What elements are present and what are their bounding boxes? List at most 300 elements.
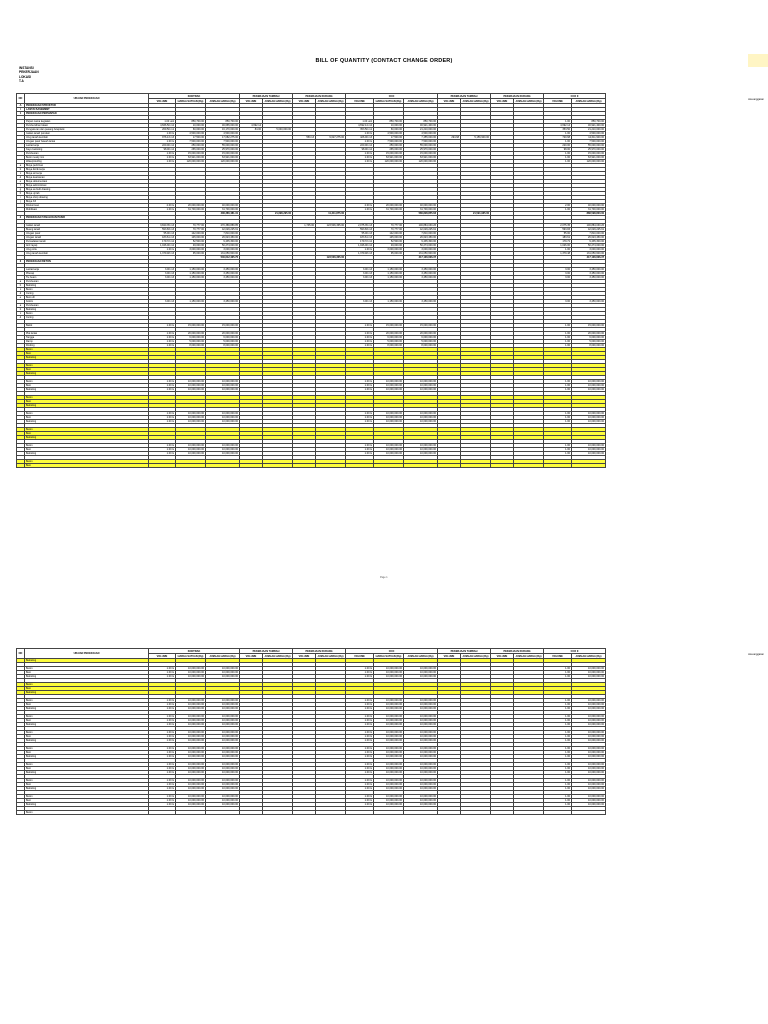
cell-value: 10,000,000.00: [206, 380, 240, 384]
cell-value: [316, 464, 346, 468]
cell-value: 1.00 ls: [149, 795, 176, 799]
cell-value: 10,000,000.00: [374, 388, 404, 392]
cell-value: 8,000,000.00: [374, 344, 404, 348]
header-group: PEKERJAAN KURANG: [491, 649, 544, 654]
cell-value: 10,000,000.00: [572, 707, 606, 711]
cell-value: 1,150,000.00: [176, 268, 206, 272]
cell-value: 10,000,000.00: [176, 388, 206, 392]
side-note: sisa anggaran: [748, 653, 764, 656]
cell-value: 6,000,000.00: [404, 336, 438, 340]
cell-value: 10,000,000.00: [176, 384, 206, 388]
cell-value: 10,000,000.00: [572, 799, 606, 803]
meta-ta: T.A: [19, 78, 24, 83]
cell-value: 1.00 ls: [346, 416, 374, 420]
cell-value: 1.00 ls: [346, 324, 374, 328]
cell-value: 10,000,000.00: [374, 763, 404, 767]
cell-value: 10,000,000.00: [404, 667, 438, 671]
cell-value: 10,000,000.00: [572, 384, 606, 388]
cell-value: 1,150,000.00: [374, 268, 404, 272]
cell-value: 3,000,000.00: [176, 248, 206, 252]
cell-description: Besi: [25, 432, 149, 436]
header-sub: VOLUME: [346, 654, 374, 659]
cell-value: 10,000,000.00: [206, 671, 240, 675]
cell-value: 2,075.35: [544, 224, 572, 228]
cell-description: Pembersihan lokasi: [25, 124, 149, 128]
cell-value: 1.00 ls: [149, 767, 176, 771]
cell-no: b: [17, 284, 25, 288]
cell-value: 20,000,000.00: [572, 332, 606, 336]
cell-no: d: [17, 316, 25, 320]
cell-description: Beton: [25, 715, 149, 719]
cell-value: 1,150,000.00: [374, 300, 404, 304]
cell-value: 593.83: [544, 228, 572, 232]
cell-value: 10,000,000.00: [374, 703, 404, 707]
cell-description: Ramp: [25, 340, 149, 344]
header-sub: VOLUME: [346, 99, 374, 104]
cell-value: 250,000.00: [374, 144, 404, 148]
cell-value: 145,000.00: [176, 236, 206, 240]
cell-description: Besi: [25, 767, 149, 771]
cell-value: [438, 811, 461, 815]
cell-no: a: [17, 164, 25, 168]
cell-value: 10,000,000.00: [176, 787, 206, 791]
cell-description: Bekisting: [25, 420, 149, 424]
cell-value: 50,274,000.00: [572, 244, 606, 248]
cell-value: 70,777.00: [176, 224, 206, 228]
meta-instansi: INSTANSI: [19, 66, 34, 70]
cell-value: 7,500,000.00: [572, 140, 606, 144]
cell-value: 3,000,000.00: [206, 248, 240, 252]
cell-value: 1.00 ls: [149, 248, 176, 252]
cell-description: Mobilisasi: [25, 208, 149, 212]
cell-value: 1.00 ls: [346, 755, 374, 759]
cell-value: 1.00 ls: [346, 452, 374, 456]
cell-value: 3,000,000.00: [404, 248, 438, 252]
cell-value: 1.00 ls: [346, 703, 374, 707]
cell-description: PEKERJAAN PERSIAPAN: [25, 112, 149, 116]
cell-value: 3.00 m3: [346, 272, 374, 276]
cell-description: Bekisting: [25, 675, 149, 679]
cell-value: 21,698,295.00: [263, 212, 293, 216]
cell-value: 1.00: [544, 763, 572, 767]
cell-no: h: [17, 192, 25, 196]
cell-value: 1.00 ls: [149, 132, 176, 136]
cell-description: Besi: [25, 703, 149, 707]
cell-value: 20,000,000.00: [374, 204, 404, 208]
cell-value: 21,210,000.00: [572, 128, 606, 132]
cell-description: Beton: [25, 348, 149, 352]
cell-value: 10,000,000.00: [176, 735, 206, 739]
header-group: PEKERJAAN KURANG: [491, 94, 544, 99]
cell-value: 3.00 m3: [346, 276, 374, 280]
cell-value: 3.00 m3: [346, 300, 374, 304]
cell-value: 1.00 ls: [149, 208, 176, 212]
cell-description: Bekisting: [25, 404, 149, 408]
cell-value: 20,000,000.00: [374, 332, 404, 336]
cell-value: 10,000,000.00: [206, 747, 240, 751]
cell-value: 10,000,000.00: [374, 384, 404, 388]
cell-description: Tangga: [25, 336, 149, 340]
cell-value: 10,000,000.00: [404, 739, 438, 743]
cell-value: 1.00 ls: [149, 452, 176, 456]
cell-value: 10,000,000.00: [404, 731, 438, 735]
cell-value: [263, 464, 293, 468]
cell-description: Dinding: [25, 344, 149, 348]
cell-value: 720.68: [544, 136, 572, 140]
cell-value: 7,810,000.00: [404, 232, 438, 236]
cell-description: Bekisting: [25, 691, 149, 695]
header-sub: JUMLAH HARGA (Rp): [316, 654, 346, 659]
cell-value: 16,170,000.00: [206, 128, 240, 132]
cell-value: 25,970,000.00: [404, 148, 438, 152]
cell-value: 15,000,000.00: [206, 324, 240, 328]
cell-value: 1.00 ls: [346, 448, 374, 452]
cell-value: 10,000,000.00: [374, 747, 404, 751]
cell-value: 1,379.48 m3: [346, 252, 374, 256]
header-sub: HARGA SATUAN (Rp): [176, 654, 206, 659]
cell-value: 1.00 ls: [149, 751, 176, 755]
cell-value: 10,000,000.00: [206, 444, 240, 448]
cell-description: Beton: [25, 412, 149, 416]
cell-value: 10,000,000.00: [206, 799, 240, 803]
cell-value: 3.00 m3: [149, 268, 176, 272]
cell-value: 46,665,000.00: [206, 124, 240, 128]
cell-description: Beton: [25, 683, 149, 687]
cell-description: Pengukuran dan pasang bowplank: [25, 128, 149, 132]
page-number: Page 1: [380, 576, 388, 579]
header-sub: VOLUME: [438, 654, 461, 659]
cell-value: 10,000,000.00: [206, 412, 240, 416]
cell-value: 120,000,000.00: [572, 160, 606, 164]
header-sub: JUMLAH HARGA (Rp): [461, 654, 491, 659]
cell-value: 10,000,000.00: [206, 719, 240, 723]
cell-no: c: [17, 312, 25, 316]
cell-value: 10,000,000.00: [404, 416, 438, 420]
cell-value: [438, 464, 461, 468]
cell-value: 1.00 ls: [149, 747, 176, 751]
cell-value: 10,000,000.00: [572, 412, 606, 416]
cell-value: 10,000,000.00: [206, 755, 240, 759]
cell-value: 17,500.00: [176, 136, 206, 140]
cell-value: 10,000,000.00: [176, 420, 206, 424]
cell-value: 10,000,000.00: [206, 420, 240, 424]
cell-value: 1.00 ls: [346, 336, 374, 340]
cell-value: [346, 811, 374, 815]
cell-value: 20,000,000.00: [176, 204, 206, 208]
cell-value: 10,000,000.00: [176, 731, 206, 735]
cell-value: 10,000,000.00: [404, 671, 438, 675]
cell-value: 2.00: [544, 204, 572, 208]
cell-value: 1.00: [544, 156, 572, 160]
table-row: [17, 811, 606, 815]
cell-value: 120,000,000.00: [404, 160, 438, 164]
cell-description: Bekisting: [25, 356, 149, 360]
cell-value: 1.00 ls: [346, 675, 374, 679]
cell-value: 20,000,000.00: [206, 332, 240, 336]
cell-description: Beton: [25, 428, 149, 432]
cell-description: Besi: [25, 671, 149, 675]
header-group: CCO: [346, 94, 438, 99]
cell-value: 3,450,000.00: [404, 300, 438, 304]
cell-value: 10,000,000.00: [176, 416, 206, 420]
cell-value: 40,000,000.00: [572, 204, 606, 208]
cell-value: 142,000.00: [176, 232, 206, 236]
cell-value: 49,000.00: [374, 244, 404, 248]
cell-value: 10,000,000.00: [374, 799, 404, 803]
cell-description: Urug tanah kembali: [25, 252, 149, 256]
cell-value: 10,000,000.00: [572, 667, 606, 671]
header-sub: JUMLAH HARGA (Rp): [316, 99, 346, 104]
cell-description: PEKERJAAN BETON: [25, 260, 149, 264]
cell-value: 10,000,000.00: [572, 671, 606, 675]
cell-value: 10,000,000.00: [404, 707, 438, 711]
cell-value: 1.00 ls: [346, 248, 374, 252]
header-sub: VOLUME: [491, 654, 514, 659]
cell-value: 1.00 ls: [346, 140, 374, 144]
header-sub: JUMLAH HARGA (Rp): [514, 99, 544, 104]
cell-description: Biaya listrik kerja: [25, 168, 149, 172]
cell-value: 10,000,000.00: [206, 723, 240, 727]
cell-description: Bekisting: [25, 372, 149, 376]
cell-value: 850,700.00: [374, 120, 404, 124]
cell-value: 1.00 ls: [346, 739, 374, 743]
header-sub: JUMLAH HARGA (Rp): [263, 99, 293, 104]
cell-value: 10,000,000.00: [374, 452, 404, 456]
cell-value: 1.00 ls: [149, 787, 176, 791]
cell-value: 10,000,000.00: [404, 420, 438, 424]
cell-value: 1.00 ls: [346, 787, 374, 791]
header-sub: VOLUME: [293, 654, 316, 659]
cell-value: 10,000,000.00: [176, 795, 206, 799]
header-sub: JUMLAH HARGA (Rp): [206, 654, 240, 659]
cell-value: 63,921,000.00: [206, 156, 240, 160]
cell-value: 10,000,000.00: [404, 799, 438, 803]
cell-description: Bekisting: [25, 803, 149, 807]
cell-value: 1.00 ls: [346, 751, 374, 755]
cell-value: 10,000,000.00: [572, 703, 606, 707]
cell-value: 4,692.14: [240, 124, 263, 128]
cell-value: 1.00: [544, 344, 572, 348]
cell-value: 1.00: [544, 671, 572, 675]
cell-value: 3.00: [544, 276, 572, 280]
cell-description: Bekisting: [25, 755, 149, 759]
cell-description: PEKERJAAN TANAH DAN PASIR: [25, 216, 149, 220]
cell-value: 15,000,000.00: [176, 152, 206, 156]
cell-value: 55.00 m3: [346, 232, 374, 236]
cell-value: 63,921,000.00: [572, 156, 606, 160]
cell-value: 10,000,000.00: [176, 771, 206, 775]
cell-value: 1,026.00: [544, 244, 572, 248]
cell-value: 1.00 ls: [149, 416, 176, 420]
highlight-swatch: [748, 54, 768, 67]
cell-value: 10,000,000.00: [176, 667, 206, 671]
cell-value: 1.00: [544, 208, 572, 212]
cell-value: 4,500,000.00: [206, 132, 240, 136]
cell-value: 15,000,000.00: [404, 324, 438, 328]
cell-value: 6,000,000.00: [374, 336, 404, 340]
cell-value: [491, 464, 514, 468]
cell-value: 1.00: [544, 755, 572, 759]
cell-value: 98.00 m2: [149, 148, 176, 152]
cell-value: 10,000,000.00: [572, 739, 606, 743]
cell-value: 1,150,000.00: [176, 272, 206, 276]
cell-description: Beton ready mix: [25, 156, 149, 160]
cell-value: 31,700,000.00: [176, 208, 206, 212]
cell-description: Beton: [25, 380, 149, 384]
cell-value: [461, 811, 491, 815]
header-sub: JUMLAH HARGA (Rp): [572, 99, 606, 104]
cell-no: b: [17, 308, 25, 312]
cell-value: 10,000,000.00: [176, 783, 206, 787]
cell-description: Pembesian: [25, 152, 149, 156]
cell-description: Besi: [25, 687, 149, 691]
cell-value: [374, 464, 404, 468]
cell-value: 10,000,000.00: [572, 787, 606, 791]
cell-description: Besi: [25, 751, 149, 755]
cell-value: 1.00: [544, 783, 572, 787]
header-group: PEKERJAAN TAMBAH: [240, 649, 293, 654]
cell-value: 1.00: [544, 160, 572, 164]
cell-description: Lantai kerja: [25, 268, 149, 272]
cell-value: 10,000,000.00: [374, 420, 404, 424]
cell-no: j: [17, 200, 25, 204]
cell-description: Beton: [25, 699, 149, 703]
cell-value: 9,435,300.00: [404, 240, 438, 244]
header-sub: JUMLAH HARGA (Rp): [404, 99, 438, 104]
cell-value: 10,000,000.00: [404, 703, 438, 707]
cell-value: 1.00 ls: [346, 803, 374, 807]
cell-value: 10,000,000.00: [374, 803, 404, 807]
cell-value: 15,000,000.00: [572, 152, 606, 156]
cell-value: 120,000,000.00: [176, 160, 206, 164]
cell-value: 5,156,900.00: [461, 136, 491, 140]
header-group: CCO: [346, 649, 438, 654]
cell-value: 10,000,000.00: [572, 452, 606, 456]
cell-value: 10,000,000.00: [206, 751, 240, 755]
cell-no: b: [17, 168, 25, 172]
cell-value: 1.00 ls: [346, 152, 374, 156]
header-no: NO: [17, 94, 25, 104]
header-sub: JUMLAH HARGA (Rp): [572, 654, 606, 659]
cell-value: 1,026.00 m2: [346, 244, 374, 248]
cell-value: 42,029,225.91: [206, 228, 240, 232]
header-sub: JUMLAH HARGA (Rp): [206, 99, 240, 104]
cell-value: 20,000,000.00: [404, 332, 438, 336]
cell-value: 15,000,000.00: [374, 152, 404, 156]
cell-value: 10,000,000.00: [572, 715, 606, 719]
cell-value: 1.00 ls: [149, 324, 176, 328]
cell-value: 52,500.00: [374, 240, 404, 244]
cell-value: 123,506,365.00: [316, 256, 346, 260]
cell-value: [293, 811, 316, 815]
cell-value: 49,000.00: [176, 244, 206, 248]
cell-value: 10,000,000.00: [572, 747, 606, 751]
cell-value: 31,700,000.00: [374, 208, 404, 212]
cell-value: 1.00 ls: [346, 735, 374, 739]
cell-value: 3,450,000.00: [572, 300, 606, 304]
cell-value: 1.00 ls: [149, 420, 176, 424]
cell-value: 10,000,000.00: [404, 771, 438, 775]
cell-value: 10,000,000.00: [176, 739, 206, 743]
cell-value: 10,000,000.00: [176, 767, 206, 771]
cell-value: 1.00 ls: [346, 384, 374, 388]
cell-value: 183.61 m3: [149, 236, 176, 240]
cell-value: 123,506,365.00: [316, 224, 346, 228]
cell-no: [17, 464, 25, 468]
cell-value: 1.00: [544, 667, 572, 671]
cell-value: 426.00 m3: [346, 136, 374, 140]
cell-value: 10,000,000.00: [206, 452, 240, 456]
cell-value: 10,000,000.00: [404, 747, 438, 751]
cell-value: 220.00 m2: [346, 144, 374, 148]
cell-value: 7,810,000.00: [206, 232, 240, 236]
cell-no: c: [17, 288, 25, 292]
cell-value: 10,000,000.00: [206, 703, 240, 707]
cell-value: 1,150,000.00: [374, 276, 404, 280]
cell-value: [461, 464, 491, 468]
cell-description: Beton: [25, 444, 149, 448]
cell-value: [514, 811, 544, 815]
cell-value: 26,623,450.00: [572, 236, 606, 240]
cell-value: 2.00 ls: [149, 204, 176, 208]
cell-value: 1.00 ls: [346, 667, 374, 671]
cell-value: 3,450,000.00: [206, 268, 240, 272]
cell-value: 50,274,000.00: [404, 244, 438, 248]
cell-value: 3.00: [544, 268, 572, 272]
cell-value: 3,820.35 m3: [149, 224, 176, 228]
cell-description: LANTAI BASEMENT: [25, 108, 149, 112]
header-uraian: URAIAN PEKERJAAN: [25, 94, 149, 104]
cell-description: Besi: [25, 400, 149, 404]
cell-value: 40,000,000.00: [404, 204, 438, 208]
cell-value: 1,379.48 m3: [149, 252, 176, 256]
cell-value: 1.00 ls: [149, 715, 176, 719]
cell-value: 10,000,000.00: [374, 787, 404, 791]
cell-value: 1.00 ls: [346, 731, 374, 735]
cell-value: 1.00 ls: [346, 719, 374, 723]
cell-value: 11,211,875.00: [316, 212, 346, 216]
cell-value: 10,000,000.00: [404, 448, 438, 452]
cell-value: 1.00 ls: [149, 755, 176, 759]
cell-no: d: [17, 292, 25, 296]
cell-value: 3.00: [544, 300, 572, 304]
cell-value: 10,000,000.00: [176, 747, 206, 751]
cell-description: Lantai kerja: [25, 144, 149, 148]
cell-value: 10,000,000.00: [374, 675, 404, 679]
cell-value: 10,000,000.00: [176, 751, 206, 755]
cell-value: 10,000,000.00: [176, 715, 206, 719]
cell-value: 145,000.00: [374, 236, 404, 240]
cell-value: 1.00 ls: [346, 380, 374, 384]
header-sub: VOLUME: [491, 99, 514, 104]
cell-value: 1.00 ls: [346, 779, 374, 783]
cell-value: 146,884,030.26: [572, 224, 606, 228]
cell-value: 10,000,000.00: [404, 675, 438, 679]
cell-value: 1.00: [544, 324, 572, 328]
cell-description: Beton: [25, 779, 149, 783]
cell-value: [572, 464, 606, 468]
cell-value: [544, 464, 572, 468]
cell-value: [346, 464, 374, 468]
cell-value: 10,000,000.00: [404, 779, 438, 783]
cell-value: 294.68: [438, 136, 461, 140]
cell-value: 10,000,000.00: [206, 707, 240, 711]
cell-value: 417,106,606.37: [572, 256, 606, 260]
cell-description: Biaya shop drawing: [25, 196, 149, 200]
cell-value: 4,500,000.00: [404, 132, 438, 136]
cell-value: 10,000,000.00: [206, 448, 240, 452]
cell-value: 10,000,000.00: [572, 380, 606, 384]
